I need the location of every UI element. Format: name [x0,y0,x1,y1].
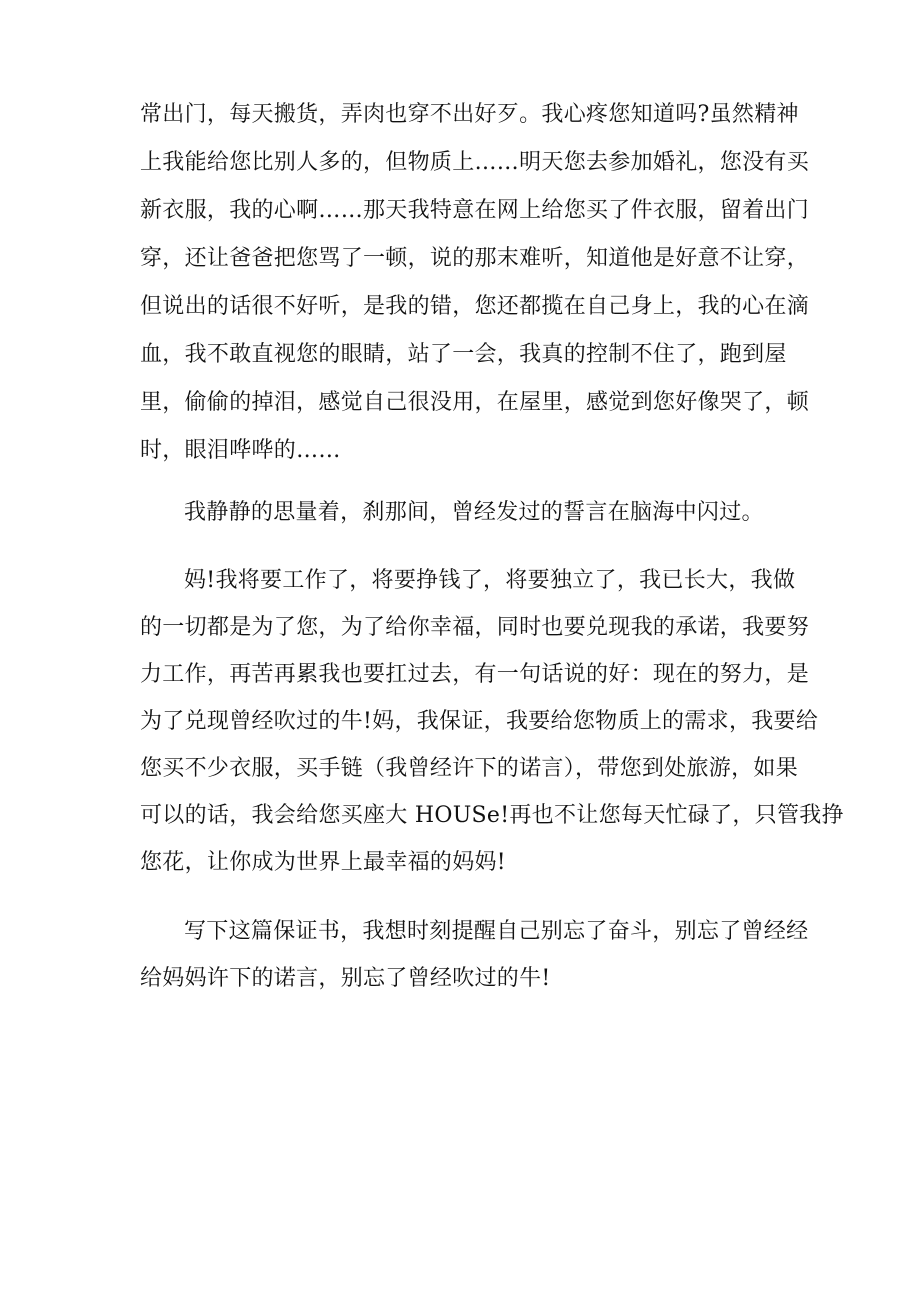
paragraph-4-line-1: 写下这篇保证书，我想时刻提醒自己别忘了奋斗，别忘了曾经经 [184,919,809,944]
paragraph-2-line-1: 我静静的思量着，刹那间，曾经发过的誓言在脑海中闪过。 [184,500,764,525]
paragraph-1-line-4: 穿，还让爸爸把您骂了一顿，说的那末难听，知道他是好意不让穿， [140,246,810,271]
paragraph-3-line-7: 您花，让你成为世界上最幸福的妈妈! [140,850,506,875]
paragraph-3-line-6: 可以的话，我会给您买座大 HOUSe!再也不让您每天忙碌了，只管我挣 [140,803,844,828]
paragraph-1-line-6: 血，我不敢直视您的眼睛，站了一会，我真的控制不住了，跑到屋 [140,342,787,367]
paragraph-3-line-4: 为了兑现曾经吹过的牛!妈，我保证，我要给您物质上的需求，我要给 [140,709,819,734]
paragraph-1-line-7: 里，偷偷的掉泪，感觉自己很没用，在屋里，感觉到您好像哭了，顿 [140,390,810,415]
paragraph-3-line-2: 的一切都是为了您，为了给你幸福，同时也要兑现我的承诺，我要努 [140,615,810,640]
paragraph-4-line-2: 给妈妈许下的诺言，别忘了曾经吹过的牛! [140,966,551,991]
paragraph-1-line-3: 新衣服，我的心啊……那天我特意在网上给您买了件衣服，留着出门 [140,198,810,223]
paragraph-3-line-1: 妈!我将要工作了，将要挣钱了，将要独立了，我已长大，我做 [184,568,796,593]
paragraph-1-line-5: 但说出的话很不好听，是我的错，您还都揽在自己身上，我的心在滴 [140,294,810,319]
paragraph-1-line-2: 上我能给您比别人多的，但物质上……明天您去参加婚礼，您没有买 [140,150,810,175]
paragraph-3-line-5: 您买不少衣服，买手链（我曾经许下的诺言），带您到处旅游，如果 [140,756,799,781]
paragraph-1-line-1: 常出门，每天搬货，弄肉也穿不出好歹。我心疼您知道吗?虽然精神 [140,102,799,127]
paragraph-3-line-3: 力工作，再苦再累我也要扛过去，有一句话说的好：现在的努力，是 [140,662,810,687]
paragraph-1-line-8: 时，眼泪哗哗的…… [140,438,341,463]
